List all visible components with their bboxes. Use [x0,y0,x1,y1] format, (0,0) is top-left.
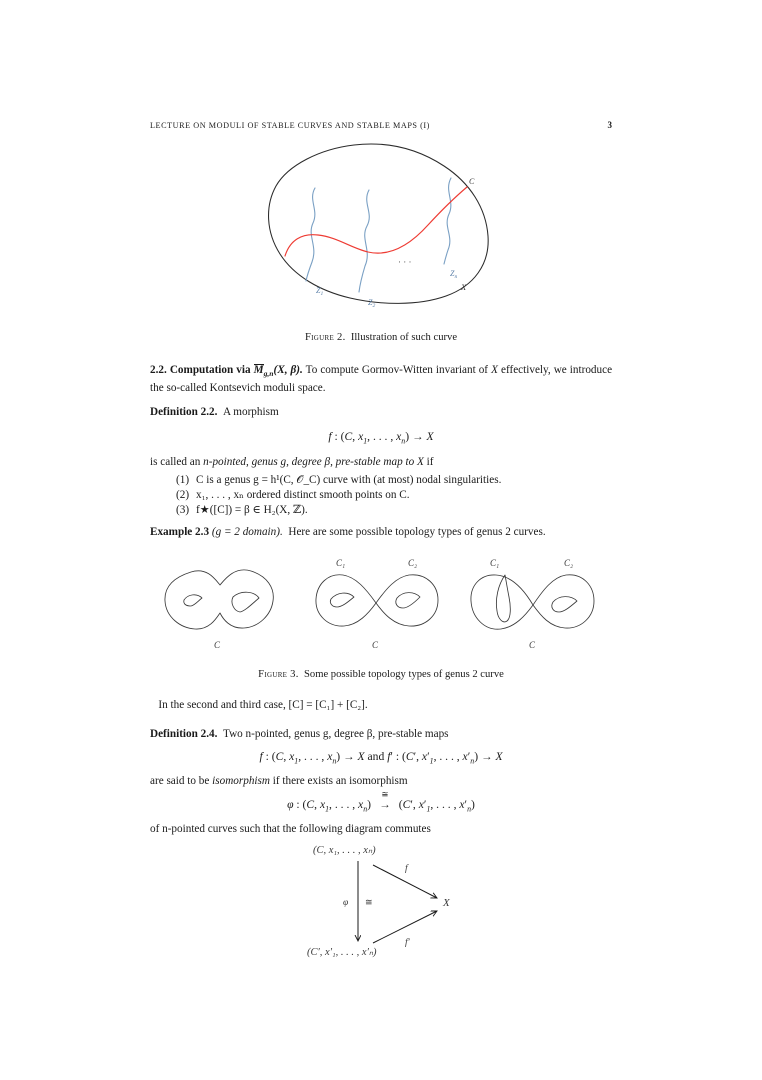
definition-2-4-closing-text: of n-pointed curves such that the following diagram commutes [150,823,431,835]
definition-2-2-heading [150,405,612,420]
ambient-label-x: X [461,282,467,292]
figure-3-diagram-loop [463,555,603,655]
definition-2-4-label: Definition 2.4. [150,728,218,740]
diagram-2-label: C [372,640,379,650]
diagram-3-label: C [529,640,536,650]
page-number: 3 [607,120,612,130]
definition-2-2-item-2 [176,488,612,503]
example-2-3 [150,525,612,540]
item-3-number: (3) [176,504,190,516]
definition-2-2-after-text: is called an [150,456,201,468]
commutative-diagram [295,843,475,963]
definition-2-4-closing [150,822,612,837]
handle-mark-right [396,593,420,608]
diagram-arrow-phi-iso: ≅ [365,897,373,907]
item-1-number: (1) [176,474,190,486]
diagram-2-label-c2: C₂ [408,558,418,568]
definition-2-2-item-1 [176,473,612,488]
definition-2-2-label: Definition 2.2. [150,406,218,418]
handle-mark-right [552,597,577,612]
handle-mark-left [184,595,202,606]
definition-2-4-equation-2: φ : (C, $x_1$, . . . , $x_n$) ≅ → (C′, $x'_1$, . . . , $x'_n$) [287,789,475,814]
example-2-3-paren: (g = 2 domain). [211,526,283,538]
item-2-number: (2) [176,489,190,501]
section-2-2-moduli-args: (X, β). [273,364,303,376]
figure-2-caption-text: Illustration of such curve [350,332,458,343]
diagram-arrow-phi-label: φ [343,898,349,908]
diagram-arrow-f-label: f [405,864,408,874]
definition-2-2-after-math: X [416,456,424,468]
diagram-2-label-c1: C₁ [336,558,346,568]
section-2-2-paragraph [150,363,612,397]
running-head-title: LECTURE ON MODULI OF STABLE CURVES AND STABLE MAPS (I) [150,121,430,130]
definition-2-2-after [150,455,612,470]
definition-2-2-lead: A morphism [223,406,279,418]
diagram-right-node: X [443,897,450,909]
diagram-3-label-c2: C₂ [564,558,574,568]
definition-2-4-heading [150,727,612,742]
definition-2-4-equation: f : (C, $x_1$, . . . , $x_n) \to X$ and f′ : (C′, $x'_1$, . . . , $x'_n) \to X$ [259,750,503,766]
figure-2-illustration [258,140,508,320]
handle-mark-right [232,592,259,612]
item-3-text: f★([C]) = β ∈ H₂(X, ℤ). [196,504,308,516]
fiber-label-n: $Z_n$ [450,269,458,280]
section-2-2-number: 2.2. [150,364,167,376]
vertical-loop-mark [496,575,510,622]
figure-3-diagram-node [308,555,448,655]
definition-2-4-after-italic: isomorphism [212,775,270,787]
remark-paragraph [150,698,612,713]
example-2-3-text: Here are some possible topology types of genus 2 curves. [288,526,546,538]
section-2-2-body-cont: effectively, we introduce the so-called Kontsevich moduli space. [150,364,613,395]
figure-3-caption [150,669,612,680]
diagram-arrow-fprime-label: f′ [405,938,410,948]
figure-2-caption [150,332,612,343]
diagram-bottom-node: (C′, x′₁, . . . , x′ₙ) [307,947,377,958]
fiber-label-2: $Z_2$ [368,298,376,309]
definition-2-2-after-tail: if [426,456,434,468]
diagram-1-label: C [214,640,221,650]
section-2-2-title: Computation via [169,364,251,376]
example-2-3-label: Example 2.3 [150,526,210,538]
definition-2-4-lead: Two n-pointed, genus g, degree β, pre-stable maps [223,728,449,740]
figure-2-caption-label: Figure 2. [304,332,346,343]
curve-label-c: C [469,177,475,186]
fiber-curve-n [444,178,451,264]
definition-2-4-after [150,774,612,789]
definition-2-4-after-text: are said to be [150,775,210,787]
figure-3-caption-label: Figure 3. [258,669,299,680]
section-2-2-moduli-symbol: M [253,364,264,376]
diagram-top-node: (C, x₁, . . . , xₙ) [313,845,376,856]
section-2-2-body-math: X [491,364,498,376]
definition-2-2-equation: f : (C, $x_1$, . . . , $x_n) \to X$ [328,430,434,446]
figure-3-caption-text: Some possible topology types of genus 2 curve [304,669,504,680]
section-2-2-body: To compute Gormov-Witten invariant of [305,364,489,376]
ellipsis-dots: · · · [398,257,412,267]
item-1-text: C is a genus g = h¹(C, 𝒪_C) curve with (at most) nodal singularities. [196,474,502,486]
figure-3-diagram-smooth [155,555,285,655]
remark-text: In the second and third case, [C] = [C₁] + [C₂]. [158,699,368,711]
running-head [150,120,612,130]
fiber-label-1: $Z_1$ [316,286,324,297]
definition-2-4-after-tail: if there exists an isomorphism [272,775,408,787]
handle-mark-left [330,593,354,607]
section-2-2-moduli-sub: g,n [263,369,274,379]
definition-2-2-after-italic: n-pointed, genus g, degree β, pre-stable map to [203,456,415,468]
figure-eight-outline [316,575,438,626]
fiber-curve-2 [359,190,369,292]
diagram-3-label-c1: C₁ [490,558,500,568]
item-2-text: x₁, . . . , xₙ ordered distinct smooth points on C. [196,489,410,501]
definition-2-2-item-3 [176,503,612,518]
